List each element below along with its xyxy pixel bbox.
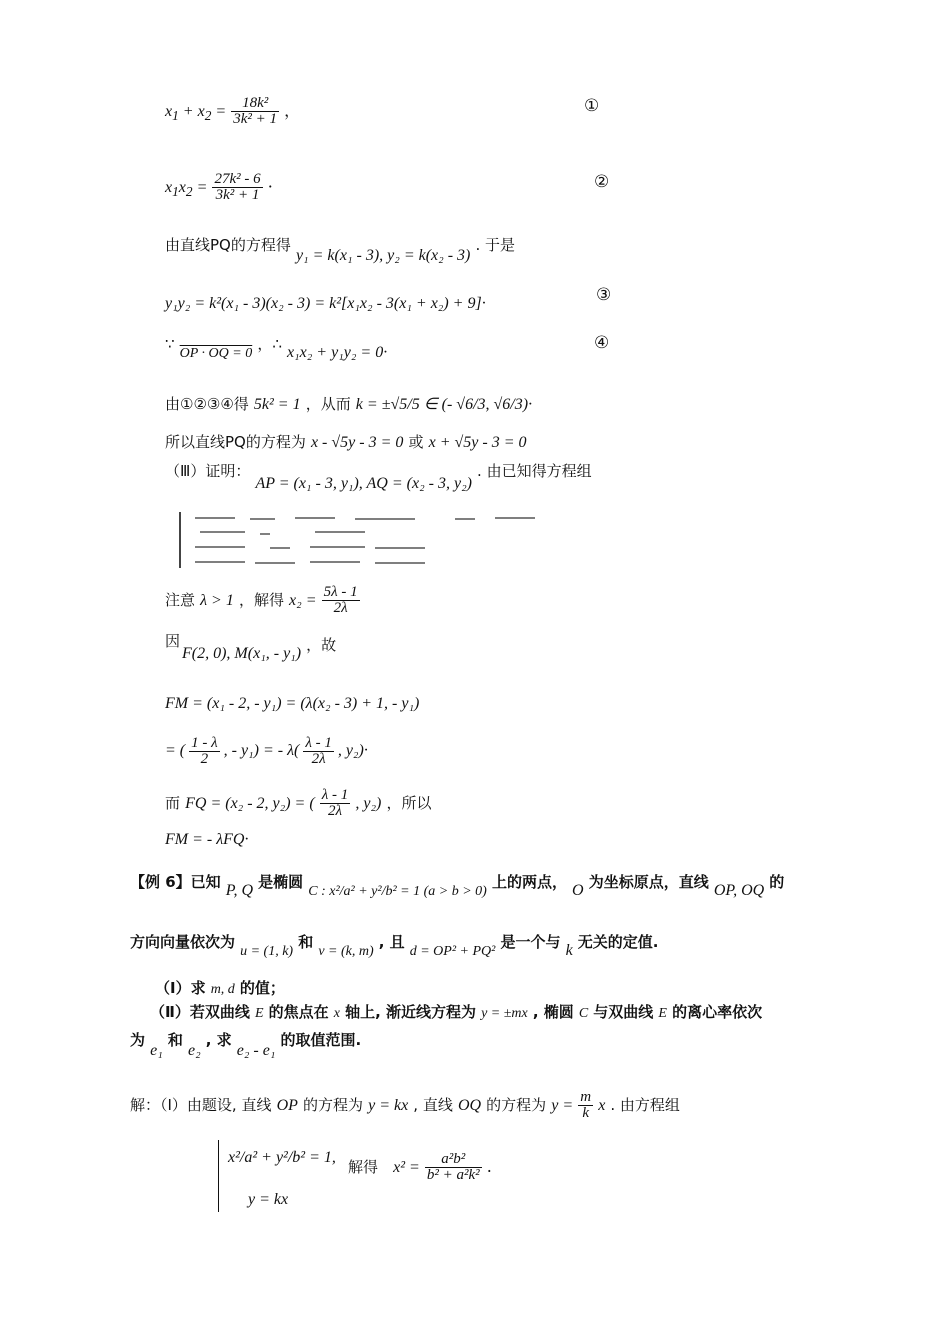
fm-points-line [165, 633, 180, 649]
fm2-close: , y₂)· [337, 742, 368, 760]
e-var-2: E [658, 1006, 667, 1021]
solve-text-2: 解得 [348, 1158, 379, 1176]
solve-text: ，解得 [238, 591, 284, 609]
y-kx: y = kx [368, 1097, 409, 1114]
thus-text: ，从而 [305, 395, 351, 413]
mark-3: ③ [596, 285, 612, 305]
part3-label: （Ⅲ）证明： [165, 462, 251, 480]
u-vector: u = (1, k) [240, 944, 294, 959]
and2-text: , 且 [378, 933, 405, 951]
pq-eq-2: x + √5y - 3 = 0 [428, 434, 527, 451]
pq-text: 由直线PQ的方程得 [165, 236, 291, 254]
y1y2-expansion: y₁y₂ = k²(x₁ - 3)(x₂ - 3) = k²[x₁x₂ - 3(x₁ + x₂) + 9]· [165, 295, 486, 312]
fq-open: FQ = (x₂ - 2, y₂) = ( [185, 795, 315, 812]
k-value-line [165, 396, 532, 413]
eq-is-text-2: 的方程为 [486, 1096, 547, 1114]
from-marks: 由①②③④得 [165, 395, 249, 413]
part3-line [165, 462, 592, 492]
ap-aq-vectors: AP = (x₁ - 3, y₁), AQ = (x₂ - 3, y₂) [255, 475, 472, 492]
e-diff: e₂ - e₁ [236, 1042, 276, 1059]
question-2-line2 [130, 1031, 362, 1059]
equation-system-brace [218, 1140, 223, 1212]
origin-o: O [572, 882, 584, 899]
because-symbol: ∵ [165, 335, 175, 353]
equation-sum: $x_1 + x_2$ = $\frac{\text{18k²}}{\text{3k² + 1}}$ ， [165, 95, 301, 127]
fm-points [182, 636, 337, 662]
is-ellipse-text: 是椭圆 [258, 873, 304, 891]
system-eq-1: x²/a² + y²/b² = 1, [228, 1149, 336, 1166]
final-equation: FM = - λFQ· [165, 831, 249, 848]
he-text: 和 [167, 1031, 183, 1049]
de-text: 的 [769, 873, 785, 891]
oq-line: OQ [457, 1097, 482, 1114]
op-oq-dot: OP · OQ = 0 [179, 346, 253, 361]
qiu-text: , 求 [205, 1031, 232, 1049]
because2-text: 因 [165, 632, 181, 650]
pq-expr: y₁ = k(x₁ - 3), y₂ = k(x₂ - 3) [295, 247, 471, 264]
fm2-num1: 1 - λ [191, 735, 218, 751]
k-under: k [582, 1105, 589, 1121]
solution-line [130, 1090, 680, 1121]
suoyi-text: ，所以 [386, 794, 432, 812]
pq-tail: . 于是 [475, 236, 516, 254]
k-range: k = ±√5/5 ∈ (- √6/3, √6/3)· [355, 396, 533, 413]
md-vars: m, d [210, 982, 235, 997]
q2-focus: 的焦点在 [268, 1003, 329, 1021]
origin-text: 为坐标原点，直线 [588, 873, 709, 891]
pq-line [165, 236, 516, 264]
op-oq-lines: OP, OQ [713, 882, 765, 899]
or-text: 或 [408, 433, 424, 451]
pq-eq-1: x - √5y - 3 = 0 [310, 434, 404, 451]
q2-eccentricity-text: 的离心率依次 [672, 1003, 763, 1021]
final-dot: . [486, 1157, 492, 1176]
example-label: 【例 6】已知 [130, 873, 221, 891]
solution-tail: . 由方程组 [610, 1096, 680, 1114]
eq-is-text: 的方程为 [302, 1096, 363, 1114]
asymptote-eq: y = ±mx [481, 1006, 528, 1021]
part3-tail: . 由已知得方程组 [477, 462, 592, 480]
therefore-symbol: ，∴ [257, 335, 282, 353]
fq-den: 2λ [328, 803, 343, 819]
er-text: 而 [165, 794, 181, 812]
so-pq-text: 所以直线PQ的方程为 [165, 433, 306, 451]
x-var: x [333, 1006, 340, 1021]
dir-vec-text: 方向向量依次为 [130, 933, 236, 951]
q1-label: （Ⅰ）求 [155, 979, 206, 997]
fq-equation [165, 788, 431, 819]
fm2-den1: 2 [200, 751, 209, 767]
fm2-open: = ( [165, 742, 186, 760]
system-solution [348, 1152, 492, 1183]
question-1 [155, 980, 285, 997]
m-over: m [580, 1089, 592, 1105]
x-var-sol: x [598, 1097, 606, 1114]
fm-equation: FM = (x₁ - 2, - y₁) = (λ(x₂ - 3) + 1, - y₁) [165, 695, 420, 712]
e-var: E [254, 1006, 264, 1021]
unrelated-text: 无关的定值. [577, 933, 659, 951]
equation-product: $x_1x_2$ = $\frac{\text{27k² - 6}}{\text{3k² + 1}}$ · [165, 171, 273, 203]
orthogonal-line [165, 335, 388, 361]
question-2 [150, 1004, 762, 1021]
e2-var: e₂ [187, 1042, 201, 1059]
const-text: 是一个与 [500, 933, 561, 951]
lambda-line [165, 585, 360, 616]
op-line: OP [276, 1097, 298, 1114]
mark-2: ② [594, 172, 610, 192]
example-header [130, 873, 785, 899]
wei-text: 为 [130, 1031, 146, 1049]
and-text: 和 [298, 933, 314, 951]
q2-label: （Ⅱ）若双曲线 [150, 1003, 250, 1021]
x2-label: x₂ = [289, 592, 317, 609]
eq2-numerator: 27k² - 6 [214, 171, 261, 187]
k-squared: 5k² = 1 [253, 396, 301, 413]
eq2-denominator: 3k² + 1 [215, 187, 260, 203]
solution-lead: 解：（Ⅰ）由题设, 直线 [130, 1096, 272, 1114]
x2-sol-den: b² + a²k² [426, 1167, 480, 1183]
x2-numerator: 5λ - 1 [323, 584, 358, 600]
eq1-denominator: 3k² + 1 [233, 111, 278, 127]
gu-text: ，故 [306, 636, 337, 654]
q2-asym-text: 轴上, 渐近线方程为 [345, 1003, 476, 1021]
note-text: 注意 [165, 591, 196, 609]
q1-tail: 的值； [239, 979, 285, 997]
q2-hyperbola-text: 与双曲线 [593, 1003, 654, 1021]
fq-num: λ - 1 [321, 787, 349, 803]
q2-ellipse-text: , 椭圆 [532, 1003, 574, 1021]
x-squared: x² = [393, 1159, 420, 1176]
ellipse-equation: C : x²/a² + y²/b² = 1 (a > b > 0) [308, 884, 487, 899]
y-eq: y = [551, 1097, 574, 1114]
two-points-text: 上的两点， [491, 873, 567, 891]
eq1-numerator: 18k² [231, 96, 279, 112]
fm2-den2: 2λ [311, 751, 326, 767]
range-text: 的取值范围. [280, 1031, 362, 1049]
oq-lead-text: , 直线 [413, 1096, 453, 1114]
d-definition: d = OP² + PQ² [409, 944, 496, 959]
x2-denominator: 2λ [333, 600, 348, 616]
blurred-equation-system [175, 510, 555, 570]
c-var: C [578, 1006, 589, 1021]
v-vector: v = (k, m) [318, 944, 374, 959]
fm-simplified [165, 736, 368, 767]
pq-equation-line [165, 434, 527, 451]
x2-sol-num: a²b² [425, 1152, 482, 1168]
fq-tail: , y₂) [355, 795, 382, 812]
f-m-coords: F(2, 0), M(x₁, - y₁) [182, 645, 302, 662]
mark-1: ① [584, 96, 600, 116]
fm2-mid: , - y₁) = - λ( [223, 742, 300, 760]
e1-var: e₁ [150, 1042, 163, 1059]
k-var: k [565, 942, 573, 959]
system-eq-2: y = kx [248, 1191, 289, 1208]
example-line2 [130, 933, 659, 959]
mark-4: ④ [594, 333, 610, 353]
p-q-points: P, Q [225, 882, 254, 899]
fm2-num2: λ - 1 [305, 735, 332, 751]
lambda-gt-1: λ > 1 [200, 592, 234, 609]
sum-zero: x₁x₂ + y₁y₂ = 0· [286, 344, 388, 361]
